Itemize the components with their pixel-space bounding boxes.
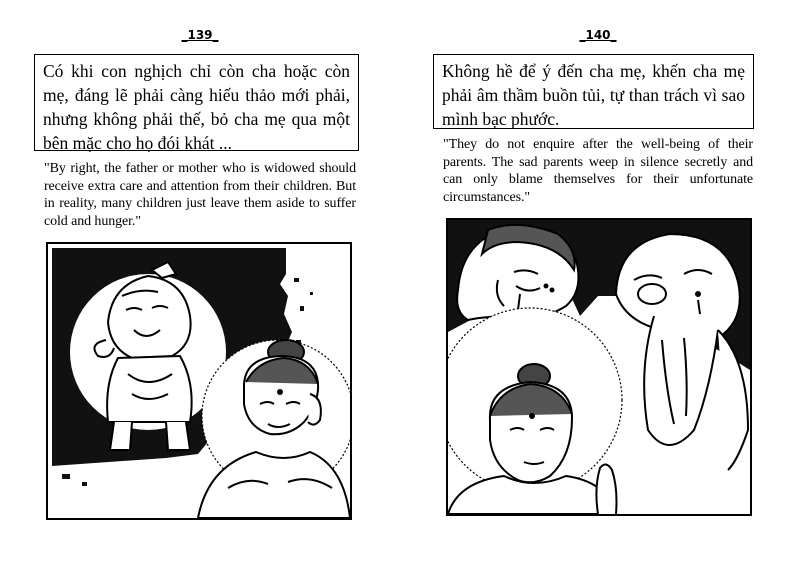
illustration-drawing <box>448 220 750 514</box>
vietnamese-text-box: Không hề để ý đến cha mẹ, khến cha mẹ phải âm thầm buồn tủi, tự than trách vì sao mình bạc phước. <box>433 54 754 129</box>
illustration-drawing <box>48 244 350 518</box>
page-number: _139_ <box>181 28 219 42</box>
page-number: _140_ <box>579 28 617 42</box>
english-translation: "They do not enquire after the well-being of their parents. The sad parents weep in silence secretly and can only blame themselves for their unfortunate circumstances." <box>443 137 753 205</box>
weeping-father-figure <box>616 234 748 470</box>
page-140 <box>400 0 800 566</box>
english-translation: "By right, the father or mother who is widowed should receive extra care and attention from their children. But in reality, many children just leave them aside to suffer cold and hunger." <box>44 161 356 229</box>
vietnamese-text-box: Có khi con nghịch chỉ còn cha hoặc còn mẹ, đáng lẽ phải càng hiếu thảo mới phải, nhưng không phải thế, bỏ cha mẹ qua một bên mặc cho họ đói khát ... <box>34 54 359 151</box>
illustration-lonely-parent-and-buddha <box>46 242 352 520</box>
illustration-weeping-parents-and-buddha <box>446 218 752 516</box>
